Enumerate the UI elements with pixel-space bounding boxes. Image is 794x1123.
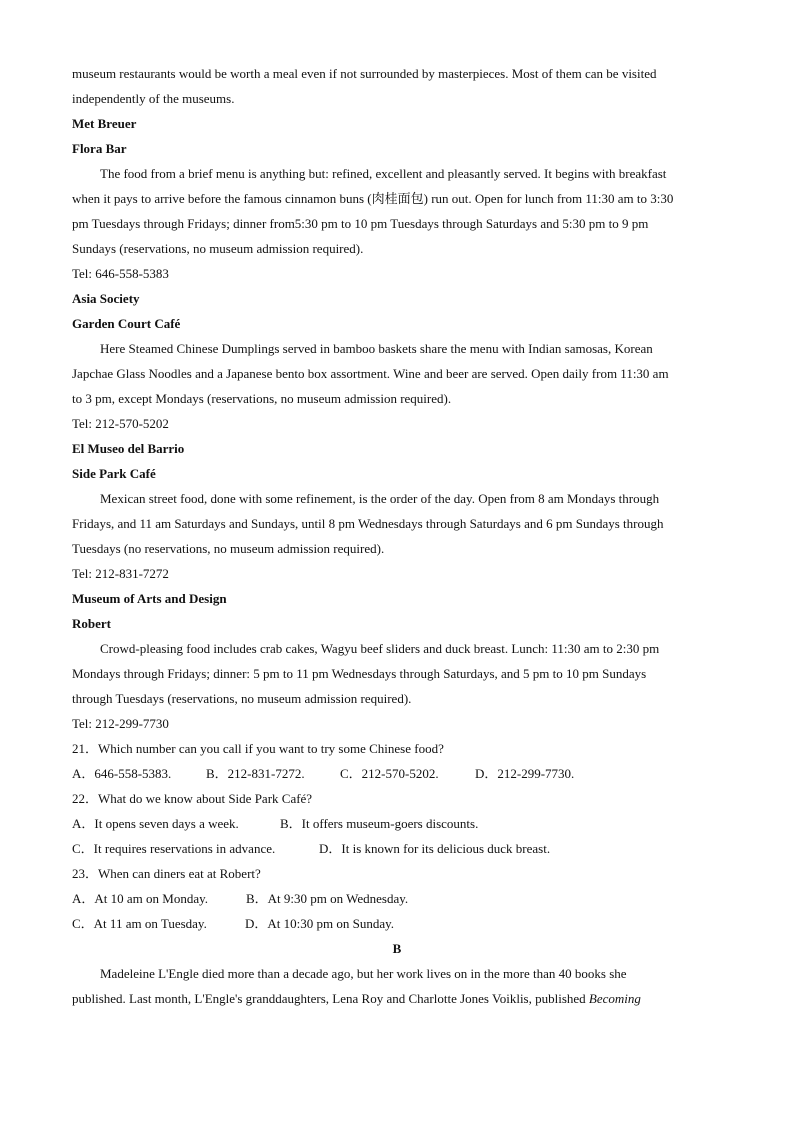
restaurant-name: Flora Bar bbox=[72, 141, 127, 156]
intro-line: museum restaurants would be worth a meal even if not surrounded by masterpieces. Most of them can be visited bbox=[72, 66, 657, 81]
museum-heading: Met Breuer bbox=[72, 116, 137, 131]
paragraph-line: Mondays through Fridays; dinner: 5 pm to 11 pm Wednesdays through Saturdays, and 5 pm to 10 pm Sundays bbox=[72, 666, 647, 681]
paragraph-line: Fridays, and 11 am Saturdays and Sundays, until 8 pm Wednesdays through Saturdays and 6 pm Sundays through bbox=[72, 516, 664, 531]
paragraph-line: Here Steamed Chinese Dumplings served in bamboo baskets share the menu with Indian samosas, Korean bbox=[100, 341, 653, 356]
option-d[interactable]: D．212-299-7730. bbox=[475, 766, 575, 781]
question-stem: 22．What do we know about Side Park Café? bbox=[72, 791, 313, 806]
restaurant-name: Robert bbox=[72, 616, 111, 631]
paragraph-line: Japchae Glass Noodles and a Japanese bento box assortment. Wine and beer are served. Open daily from 11:30 am bbox=[72, 366, 669, 381]
option-c[interactable]: C．It requires reservations in advance. bbox=[72, 841, 276, 856]
paragraph-line bbox=[72, 991, 732, 1007]
question-stem: 21．Which number can you call if you want to try some Chinese food? bbox=[72, 741, 444, 756]
question-stem: 23．When can diners eat at Robert? bbox=[72, 866, 261, 881]
telephone: Tel: 646-558-5383 bbox=[72, 266, 169, 281]
paragraph-line: Madeleine L'Engle died more than a decade ago, but her work lives on in the more than 40 books she bbox=[100, 966, 627, 981]
paragraph-text: published. Last month, L'Engle's granddaughters, Lena Roy and Charlotte Jones Voiklis, published bbox=[72, 991, 589, 1006]
option-a[interactable]: A．It opens seven days a week. bbox=[72, 816, 239, 831]
telephone: Tel: 212-831-7272 bbox=[72, 566, 169, 581]
paragraph-line: when it pays to arrive before the famous cinnamon buns (肉桂面包) run out. Open for lunch from 11:30 am to 3:30 bbox=[72, 191, 674, 206]
museum-heading: Asia Society bbox=[72, 291, 140, 306]
paragraph-line: through Tuesdays (reservations, no museum admission required). bbox=[72, 691, 412, 706]
option-b[interactable]: B．It offers museum-goers discounts. bbox=[280, 816, 479, 831]
telephone: Tel: 212-570-5202 bbox=[72, 416, 169, 431]
option-c[interactable]: C．At 11 am on Tuesday. bbox=[72, 916, 207, 931]
section-heading: B bbox=[392, 941, 402, 956]
paragraph-line: Sundays (reservations, no museum admission required). bbox=[72, 241, 364, 256]
option-a[interactable]: A．646-558-5383. bbox=[72, 766, 172, 781]
option-d[interactable]: D．It is known for its delicious duck breast. bbox=[319, 841, 551, 856]
paragraph-line: pm Tuesdays through Fridays; dinner from5:30 pm to 10 pm Tuesdays through Saturdays and 5:30 pm to 9 pm bbox=[72, 216, 649, 231]
intro-line: independently of the museums. bbox=[72, 91, 235, 106]
paragraph-line: to 3 pm, except Mondays (reservations, no museum admission required). bbox=[72, 391, 452, 406]
paragraph-line: Tuesdays (no reservations, no museum admission required). bbox=[72, 541, 385, 556]
paragraph-line: Mexican street food, done with some refinement, is the order of the day. Open from 8 am Mondays through bbox=[100, 491, 660, 506]
option-c[interactable]: C．212-570-5202. bbox=[340, 766, 439, 781]
option-d[interactable]: D．At 10:30 pm on Sunday. bbox=[245, 916, 395, 931]
museum-heading: Museum of Arts and Design bbox=[72, 591, 227, 606]
restaurant-name: Garden Court Café bbox=[72, 316, 181, 331]
paragraph-line: Crowd-pleasing food includes crab cakes, Wagyu beef sliders and duck breast. Lunch: 11:30 am to 2:30 pm bbox=[100, 641, 660, 656]
telephone: Tel: 212-299-7730 bbox=[72, 716, 169, 731]
book-title: Becoming bbox=[588, 991, 641, 1006]
restaurant-name: Side Park Café bbox=[72, 466, 156, 481]
option-a[interactable]: A．At 10 am on Monday. bbox=[72, 891, 209, 906]
museum-heading: El Museo del Barrio bbox=[72, 441, 185, 456]
option-b[interactable]: B．212-831-7272. bbox=[206, 766, 305, 781]
option-b[interactable]: B．At 9:30 pm on Wednesday. bbox=[246, 891, 409, 906]
paragraph-line: The food from a brief menu is anything but: refined, excellent and pleasantly served. It begins with breakfast bbox=[100, 166, 667, 181]
